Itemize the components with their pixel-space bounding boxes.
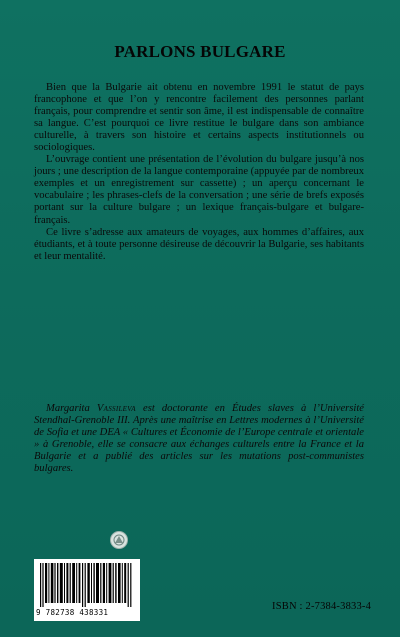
barcode	[34, 559, 140, 621]
publisher-logo-icon	[109, 530, 129, 550]
author-last-name: Vassileva	[96, 403, 136, 414]
author-bio-text: est doctorante en Études slaves à l’Université Stendhal-Grenoble III. Après une maîtrise en Lettres modernes à l’Université de Sofia et une DEA « Cultures et Économie de l’Europe centrale et orientale » à Grenoble, elle se consacre aux échanges culturels entre la France et la Bulgarie et a publié des articles sur les mutations post-communistes bulgares.	[34, 403, 364, 475]
barcode-icon	[40, 563, 134, 607]
isbn: ISBN : 2-7384-3833-4	[272, 601, 372, 612]
description-paragraph-3: Ce livre s’adresse aux amateurs de voyages, aux hommes d’affaires, aux étudiants, et à toute personne désireuse de découvrir la Bulgarie, ses habitants et leur mentalité.	[34, 226, 364, 262]
book-title: PARLONS BULGARE	[114, 42, 286, 61]
author-bio	[34, 403, 364, 475]
description-text	[34, 82, 364, 263]
author-first-name: Margarita	[46, 403, 90, 414]
description-paragraph-2: L’ouvrage contient une présentation de l’évolution du bulgare jusqu’à nos jours ; une description de la langue contemporaine (appuyée par de nombreux exemples et un enregistrement sur cassette) ; un aperçu concernant le vocabulaire ; les phrases-clefs de la conversation ; une série de brefs exposés portant sur la culture bulgare ; un lexique français-bulgare et bulgare-français.	[34, 154, 364, 226]
description-paragraph-1: Bien que la Bulgarie ait obtenu en novembre 1991 le statut de pays francophone et que l’on y rencontre facilement des personnes parlant français, pour comprendre et sentir son âme, il est indispensable de connaître sa langue. C’est pourquoi ce livre restitue le bulgare dans son ambiance culturelle, à travers son histoire et certains aspects institutionnels ou sociologiques.	[34, 82, 364, 154]
barcode-digits: 9 782738 438331	[36, 608, 109, 617]
